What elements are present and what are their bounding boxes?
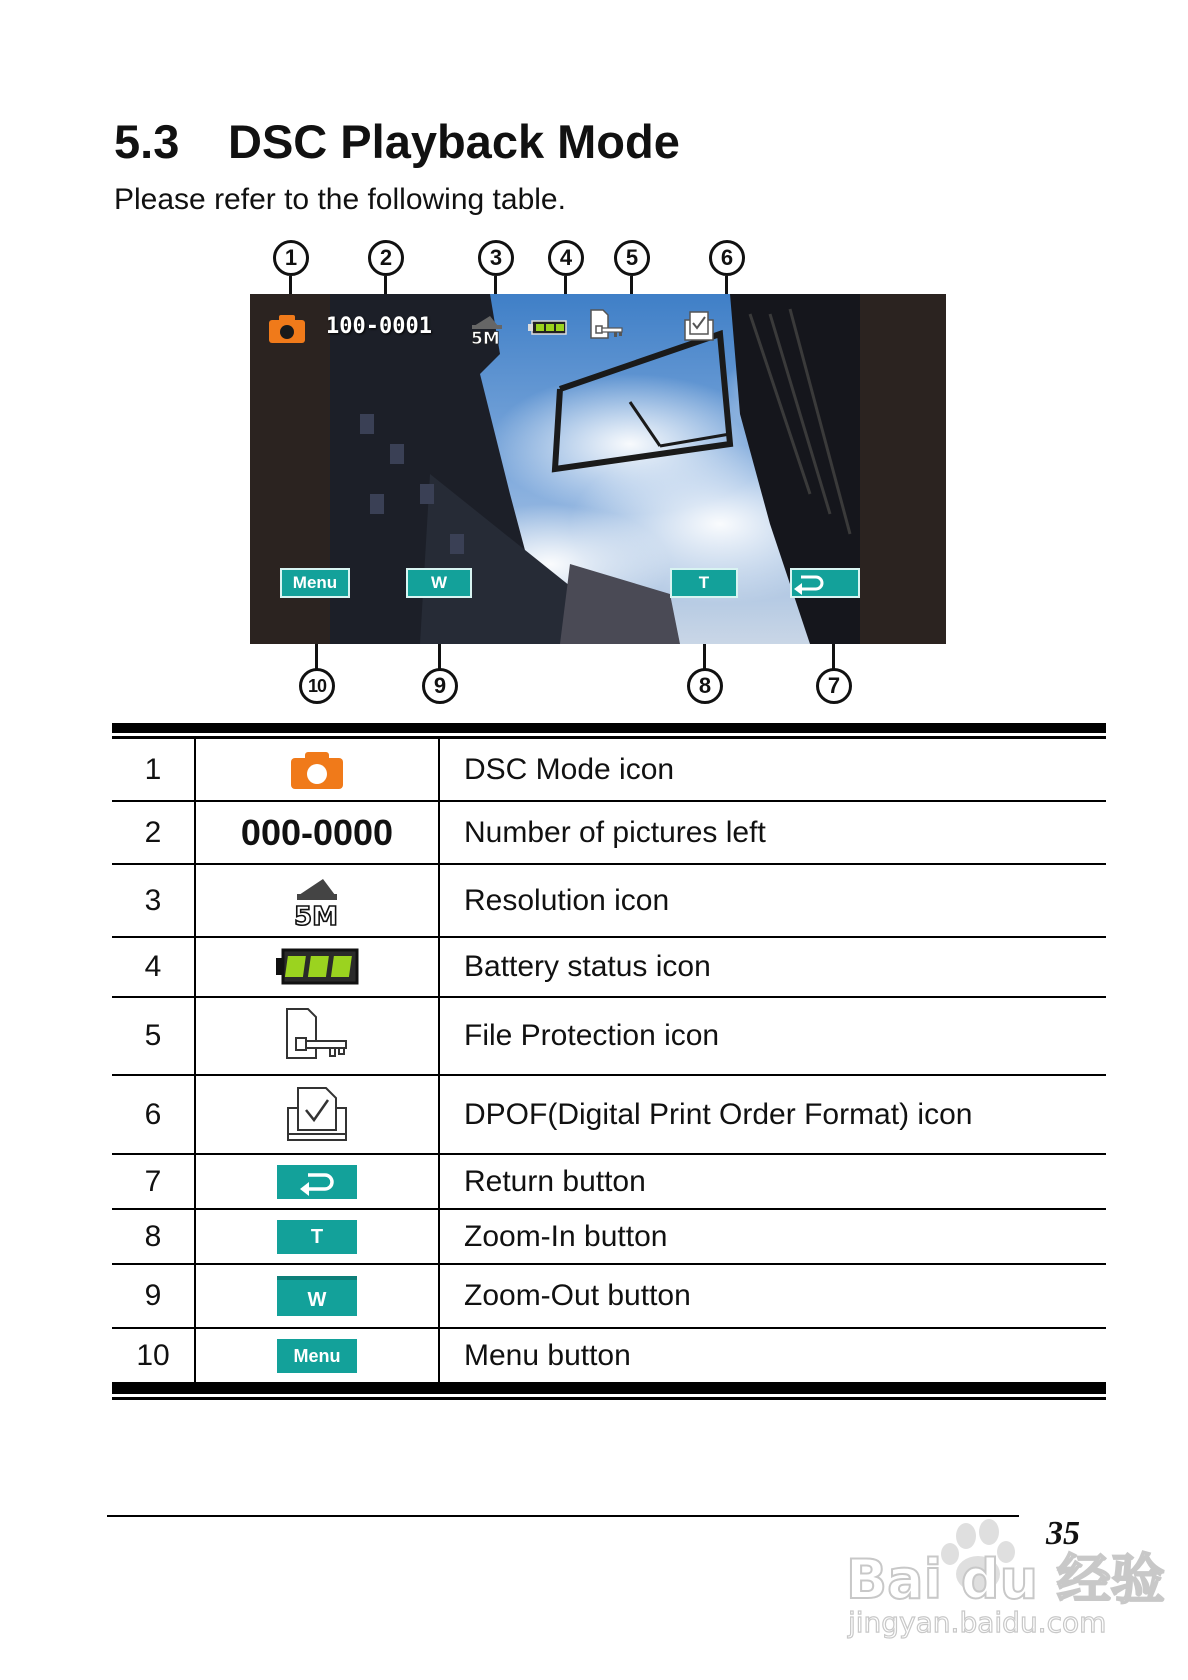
baidu-watermark-logo xyxy=(846,1512,1165,1642)
file-protection-icon xyxy=(282,1006,352,1066)
callout-4: 4 xyxy=(548,240,584,276)
camera-icon xyxy=(290,750,344,790)
row-description: Number of pictures left xyxy=(464,815,766,849)
dpof-icon xyxy=(284,1084,350,1146)
row-number: 2 xyxy=(112,802,196,863)
callout-9: 9 xyxy=(422,668,458,704)
table-top-rule xyxy=(112,723,1106,733)
osd-zoom-in-button[interactable]: T xyxy=(670,568,738,598)
resolution-5m-text: 5M xyxy=(294,901,338,932)
osd-return-button[interactable] xyxy=(790,568,860,598)
row-description: Resolution icon xyxy=(464,883,670,917)
watermark-url: jingyan.baidu.com xyxy=(848,1606,1107,1639)
menu-icon: Menu xyxy=(277,1339,357,1373)
row-description: DSC Mode icon xyxy=(464,752,675,786)
row-description: Return button xyxy=(464,1164,646,1198)
osd-camera-icon xyxy=(268,314,306,344)
row-description: Zoom-In button xyxy=(464,1219,668,1253)
table-row xyxy=(112,865,1106,938)
row-number: 3 xyxy=(112,865,196,936)
osd-file-protection-icon xyxy=(588,308,626,344)
callout-2: 2 xyxy=(368,240,404,276)
osd-battery-icon xyxy=(528,320,568,336)
return-arrow-icon xyxy=(792,573,826,593)
row-description: File Protection icon xyxy=(464,1019,720,1052)
callout-3: 3 xyxy=(478,240,514,276)
osd-menu-button[interactable]: Menu xyxy=(280,568,350,598)
resolution-5m-icon xyxy=(289,873,345,932)
return-icon xyxy=(297,1170,337,1194)
return-button-sample xyxy=(277,1165,357,1199)
leader-line xyxy=(438,644,441,670)
section-heading xyxy=(114,112,680,172)
callout-7: 7 xyxy=(816,668,852,704)
table-row xyxy=(112,1210,1106,1265)
table-row xyxy=(112,998,1106,1076)
callout-10: 10 xyxy=(299,668,335,704)
row-description: Battery status icon xyxy=(464,950,711,983)
table-row xyxy=(112,802,1106,865)
callout-5: 5 xyxy=(614,240,650,276)
counter-text: 000-0000 xyxy=(240,811,394,853)
row-number: 5 xyxy=(112,998,196,1074)
leader-line xyxy=(832,644,835,670)
table-bottom-rule-thin xyxy=(112,1397,1106,1400)
osd-dpof-icon xyxy=(682,308,716,344)
row-number: 8 xyxy=(112,1210,196,1263)
table-row xyxy=(112,1155,1106,1210)
watermark-brand: Bai du 经验 xyxy=(846,1548,1165,1611)
table-row xyxy=(112,1265,1106,1329)
section-title: DSC Playback Mode xyxy=(228,115,680,168)
table-row xyxy=(112,1076,1106,1155)
leader-line xyxy=(703,644,706,670)
table-row xyxy=(112,1329,1106,1384)
page-number: 35 xyxy=(1046,1515,1080,1552)
table-row xyxy=(112,739,1106,802)
row-description: Menu button xyxy=(464,1338,631,1372)
section-intro: Please refer to the following table. xyxy=(114,183,566,216)
leader-line xyxy=(315,644,318,670)
callout-1: 1 xyxy=(273,240,309,276)
row-number: 9 xyxy=(112,1265,196,1327)
playback-screen-figure xyxy=(248,236,948,696)
row-number: 10 xyxy=(112,1329,196,1382)
zoom-out-icon: W xyxy=(277,1276,357,1316)
osd-picture-counter: 100-0001 xyxy=(326,314,432,339)
row-description: Zoom-Out button xyxy=(464,1279,691,1312)
row-number: 1 xyxy=(112,739,196,800)
osd-resolution-text: 5M xyxy=(471,329,500,349)
row-number: 6 xyxy=(112,1076,196,1153)
callout-6: 6 xyxy=(709,240,745,276)
row-number: 7 xyxy=(112,1155,196,1208)
section-number: 5.3 xyxy=(114,115,180,168)
table-bottom-rule xyxy=(112,1384,1106,1394)
icon-table xyxy=(112,723,1106,1400)
osd-resolution-icon xyxy=(468,312,508,349)
table-row xyxy=(112,938,1106,998)
row-description: DPOF(Digital Print Order Format) icon xyxy=(464,1097,973,1131)
zoom-in-icon: T xyxy=(277,1220,357,1254)
row-number: 4 xyxy=(112,938,196,996)
camera-screen xyxy=(250,294,946,644)
osd-zoom-out-button[interactable]: W xyxy=(406,568,472,598)
callout-8: 8 xyxy=(687,668,723,704)
battery-icon xyxy=(275,948,359,986)
